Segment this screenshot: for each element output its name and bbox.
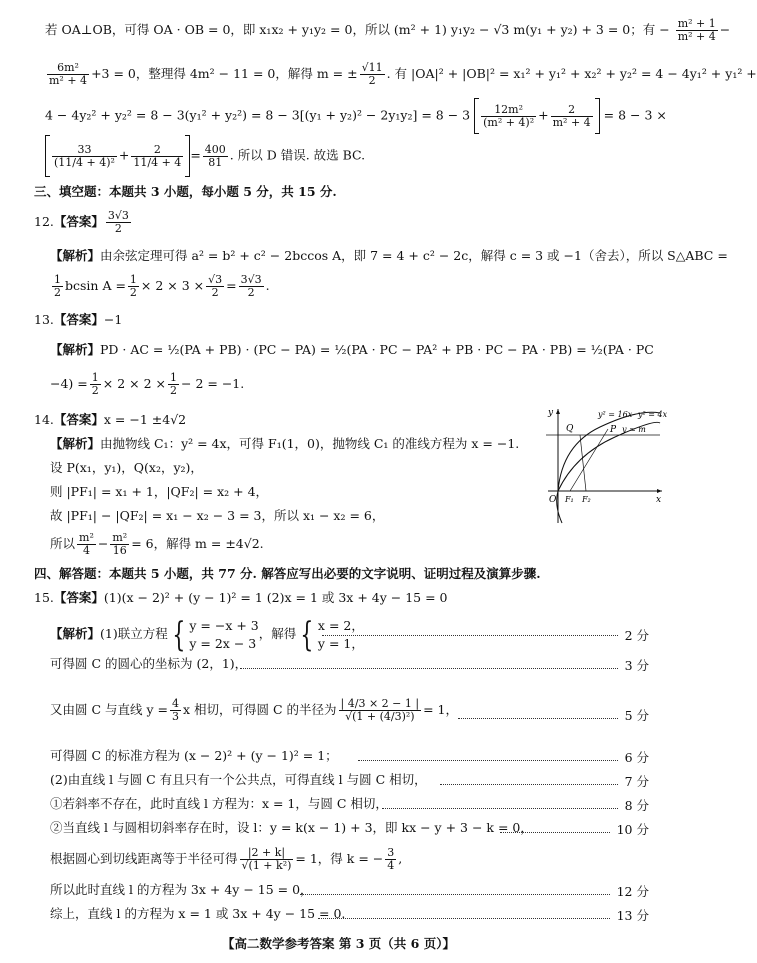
frac-num: 2 (551, 104, 593, 117)
frac-num: m² (112, 531, 128, 544)
y-axis-arrow (556, 409, 560, 414)
text: = 6，解得 m = ±4√2. (131, 536, 264, 551)
text: = 1， (423, 702, 458, 717)
leader-dots (458, 718, 618, 719)
frac-den: 2 (247, 286, 255, 299)
text: 由抛物线 C₁：y² = 4x，可得 F₁(1，0)，抛物线 C₁ 的准线方程为 x = −1. (100, 436, 520, 451)
eq-4x-label: y² = 4x (638, 410, 668, 419)
bracket-right (595, 98, 600, 134)
frac-den: 2 (54, 286, 61, 299)
q12-answer-line (34, 210, 133, 235)
text: − 2 = −1. (181, 376, 245, 391)
frac (240, 847, 294, 872)
q15-step-1 (50, 614, 364, 654)
analysis-tag: 【解析】 (50, 626, 101, 641)
analysis-tag: 【解析】 (50, 436, 101, 451)
line-m-label: y = m (622, 425, 646, 434)
frac-den: 2 (129, 286, 137, 299)
frac (551, 104, 593, 129)
answer-tag: 【答案】 (53, 214, 104, 229)
frac-den: 2 (91, 384, 99, 397)
page-footer: 【高二数学参考答案 第 3 页（共 6 页）】 (222, 936, 455, 951)
text: ，解得 (258, 626, 297, 641)
solution-eq: y = 1， (317, 635, 364, 651)
frac-den: 2 (114, 222, 122, 235)
text: × 2 × 3 × (140, 278, 205, 293)
leader-dots (358, 760, 618, 761)
q15-answer-line (34, 590, 447, 606)
q14-analysis-line-2: 设 P(x₁，y₁)，Q(x₂，y₂)， (50, 460, 203, 475)
segment-f2-q (580, 435, 586, 491)
section-3-title: 三、填空题：本题共 3 小题，每小题 5 分，共 15 分. (34, 184, 337, 199)
brace: { (172, 614, 186, 655)
text: bcsin A = (65, 278, 126, 293)
frac-num: 33 (52, 144, 117, 157)
analysis-tag: 【解析】 (50, 248, 101, 263)
frac-den: 4 (82, 544, 90, 557)
text: = (190, 147, 201, 163)
text: 4 − 4y₂² + y₂² = 8 − 3(y₁² + y₂²) = 8 − 3[(y₁ + y₂)² − 2y₁y₂] = 8 − 3 (45, 107, 471, 123)
q12-analysis-line-1 (50, 248, 728, 264)
leader-dots (500, 832, 610, 833)
text: 由余弦定理可得 a² = b² + c² − 2bccos A，即 7 = 4 + c² − 2c，解得 c = 3 或 −1（舍去），所以 S△ABC = (100, 248, 728, 263)
score: 2 分 (624, 628, 649, 643)
text: = 1，得 k = − (295, 851, 384, 866)
system-eq: y = 2x − 3 (189, 635, 257, 651)
frac-num: 1 (91, 371, 99, 384)
frac (339, 698, 422, 723)
frac (131, 144, 183, 169)
frac-den: m² + 4 (677, 30, 716, 43)
parabola-graph (540, 405, 668, 525)
answer-text: x = −1 ±4√2 (103, 412, 187, 427)
frac-den: (11/4 + 4)² (54, 155, 115, 169)
top-line-1-text: 若 OA⊥OB，可得 OA · OB = 0，即 x₁x₂ + y₁y₂ = 0，所以 (m² + 1) y₁y₂ − √3 m(y₁ + y₂) + 3 = 0；有 − (45, 22, 670, 37)
answer-tag: 【答案】 (53, 590, 104, 605)
top-line-2 (45, 62, 757, 87)
q14-analysis-line-3: 则 |PF₁| = x₁ + 1，|QF₂| = x₂ + 4， (50, 484, 269, 499)
q13-analysis-line-2 (50, 372, 244, 397)
text: . (265, 278, 270, 293)
frac (203, 144, 228, 169)
frac (106, 210, 131, 235)
frac (360, 62, 385, 87)
bracket-left (45, 135, 50, 177)
text: . 所以 D 错误. 故选 BC. (229, 147, 366, 163)
text: 所以 (50, 536, 76, 551)
q15-step-2: 可得圆 C 的圆心的坐标为 (2，1)， (50, 656, 248, 671)
q13-analysis-line-1 (50, 342, 654, 358)
text: × 2 × 2 × (102, 376, 166, 391)
frac (239, 274, 264, 299)
top-line-3: 4 − 4y₂² + y₂² = 8 − 3(y₁² + y₂²) = 8 − 3[(y₁ + y₂)² − 2y₁y₂] = 8 − 3 $\frac{\text{12m²}}{\text{(m² + 4)²}}$ + $\frac{2}{\text{m² + 4}}$ = 8 − 3 × (45, 98, 667, 134)
frac (168, 372, 179, 397)
question-number: 14. (34, 412, 54, 427)
text: 又由圆 C 与直线 y = (50, 702, 168, 717)
text: = 8 − 3 × (603, 107, 667, 123)
frac (47, 62, 89, 87)
score: 3 分 (624, 658, 649, 673)
text: −4) = (50, 376, 88, 391)
text: PD · AC = ½(PA + PB) · (PC − PA) = ½(PA · PC − PA² + PB · PC − PA · PB) = ½(PA · PC (100, 342, 654, 357)
frac-num: 3√3 (240, 273, 262, 286)
x-axis-label: x (656, 495, 662, 505)
text: , (398, 851, 403, 866)
frac (385, 847, 396, 872)
question-number: 13. (34, 312, 54, 327)
section-4-title: 四、解答题：本题共 5 小题，共 77 分. 解答应写出必要的文字说明、证明过程及演算步骤. (34, 566, 541, 581)
score: 5 分 (624, 708, 649, 723)
q15-step-7: ②当直线 l 与圆相切斜率存在时，设 l：y = k(x − 1) + 3，即 kx − y + 3 − k = 0， (50, 820, 533, 835)
frac-num: m² + 1 (677, 17, 716, 30)
frac-den: √(1 + (4/3)²) (345, 710, 415, 723)
frac (110, 532, 129, 557)
system (189, 617, 258, 653)
frac-den: 11/4 + 4 (133, 155, 182, 169)
q12-analysis-line-2 (50, 274, 270, 299)
p-point-label: P (610, 425, 617, 435)
frac-den: (m² + 4)² (483, 115, 535, 129)
solution-eq: x = 2， (317, 617, 364, 633)
score: 13 分 (616, 908, 649, 923)
frac-den: 3 (172, 710, 179, 723)
frac-den: 2 (170, 384, 177, 397)
brace: { (300, 614, 314, 655)
y-axis-label: y (548, 408, 554, 418)
frac-num: 1 (54, 273, 61, 286)
frac-den: 2 (211, 286, 219, 299)
top-line-4: $\frac{33}{\text{(11/4 + 4)²}}$ + $\frac{2}{11/4 + 4}$ = $\frac{400}{81}$ . 所以 D 错误. 故选 BC. (45, 135, 365, 177)
frac-num: 2 (131, 144, 183, 157)
frac-num: 1 (129, 273, 137, 286)
question-number: 15. (34, 590, 54, 605)
frac-num: √3 (208, 273, 223, 286)
q15-step-4: 可得圆 C 的标准方程为 (x − 2)² + (y − 1)² = 1； (50, 748, 338, 763)
frac-den: 81 (208, 155, 223, 169)
q13-answer-line (34, 312, 122, 328)
leader-dots (318, 918, 610, 919)
text: = (226, 278, 237, 293)
frac (52, 274, 63, 299)
frac-den: 4 (387, 859, 395, 872)
text: x 相切，可得圆 C 的半径为 (183, 702, 337, 717)
frac-num: 1 (170, 371, 177, 384)
origin-label: O (549, 495, 557, 505)
leader-dots (322, 635, 618, 636)
q14-analysis-line-5 (50, 532, 264, 557)
question-number: 12. (34, 214, 54, 229)
frac (481, 104, 536, 129)
frac-num: m² (79, 531, 94, 544)
parabola-lower (557, 491, 562, 523)
frac-den: m² + 4 (49, 74, 88, 87)
frac (52, 144, 117, 169)
f2-label: F₂ (582, 495, 591, 504)
q-point-label: Q (566, 424, 574, 434)
score: 6 分 (624, 750, 649, 765)
frac-den: 2 (368, 74, 376, 87)
frac-num: 3√3 (107, 209, 129, 222)
x-axis-arrow (657, 489, 662, 493)
frac-den: 16 (112, 544, 127, 557)
text: 根据圆心到切线距离等于半径可得 (50, 851, 238, 866)
frac-num: |2 + k| (240, 847, 294, 860)
frac-num: √11 (361, 61, 383, 74)
frac-num: 12m² (481, 104, 536, 117)
frac-num: 400 (204, 142, 226, 156)
q14-answer-line (34, 412, 186, 428)
text: . 有 |OA|² + |OB|² = x₁² + y₁² + x₂² + y₂² = 4 − 4y₁² + y₁² + (386, 66, 757, 81)
leader-dots (440, 784, 618, 785)
q15-step-9: 所以此时直线 l 的方程为 3x + 4y − 15 = 0， (50, 882, 313, 897)
text: (1)联立方程 (100, 626, 168, 641)
q15-step-10: 综上，直线 l 的方程为 x = 1 或 3x + 4y − 15 = 0. (50, 906, 346, 921)
answer-tag: 【答案】 (53, 412, 104, 427)
q15-step-6: ①若斜率不存在，此时直线 l 方程为：x = 1，与圆 C 相切， (50, 796, 388, 811)
q15-step-3 (50, 688, 458, 732)
frac (128, 274, 139, 299)
answer-text: −1 (103, 312, 123, 327)
q14-analysis-line-4: 故 |PF₁| − |QF₂| = x₁ − x₂ − 3 = 3，所以 x₁ − x₂ = 6， (50, 508, 385, 523)
text: − (97, 536, 109, 551)
frac-num: 6m² (47, 62, 89, 75)
frac-num: 3 (387, 846, 395, 859)
f1-label: F₁ (565, 495, 574, 504)
frac (90, 372, 101, 397)
frac (77, 532, 96, 557)
leader-dots (382, 808, 618, 809)
frac (676, 18, 718, 43)
analysis-tag: 【解析】 (50, 342, 101, 357)
q15-step-8 (50, 842, 402, 876)
text: +3 = 0，整理得 4m² − 11 = 0，解得 m = ± (91, 66, 358, 81)
score: 12 分 (616, 884, 649, 899)
score: 7 分 (624, 774, 649, 789)
bracket-left (474, 98, 479, 134)
frac (170, 698, 181, 723)
score: 8 分 (624, 798, 649, 813)
segment-f1-p (570, 429, 608, 491)
answer-text: (1)(x − 2)² + (y − 1)² = 1 (2)x = 1 或 3x + 4y − 15 = 0 (103, 590, 448, 605)
frac-den: m² + 4 (552, 115, 591, 129)
frac-num: | 4/3 × 2 − 1 | (340, 697, 420, 710)
answer-tag: 【答案】 (53, 312, 104, 327)
eq-16x-label: y² = 16x (598, 410, 633, 419)
system-eq: y = −x + 3 (189, 617, 259, 633)
score: 10 分 (616, 822, 649, 837)
leader-dots (240, 668, 618, 669)
frac-den: √(1 + k²) (241, 859, 292, 872)
frac (206, 274, 224, 299)
frac-num: 4 (172, 697, 179, 710)
top-line-1: 若 OA⊥OB，可得 OA · OB = 0，即 x₁x₂ + y₁y₂ = 0，所以 (m² + 1) y₁y₂ − √3 m(y₁ + y₂) + 3 = 0；有 − $\frac{\text{m² + 1}}{\text{m² + 4}}$ − (45, 17, 731, 43)
q15-step-5: (2)由直线 l 与圆 C 有且只有一个公共点，可得直线 l 与圆 C 相切， (50, 772, 427, 787)
leader-dots (300, 894, 610, 895)
q14-analysis-line-1 (50, 436, 519, 452)
